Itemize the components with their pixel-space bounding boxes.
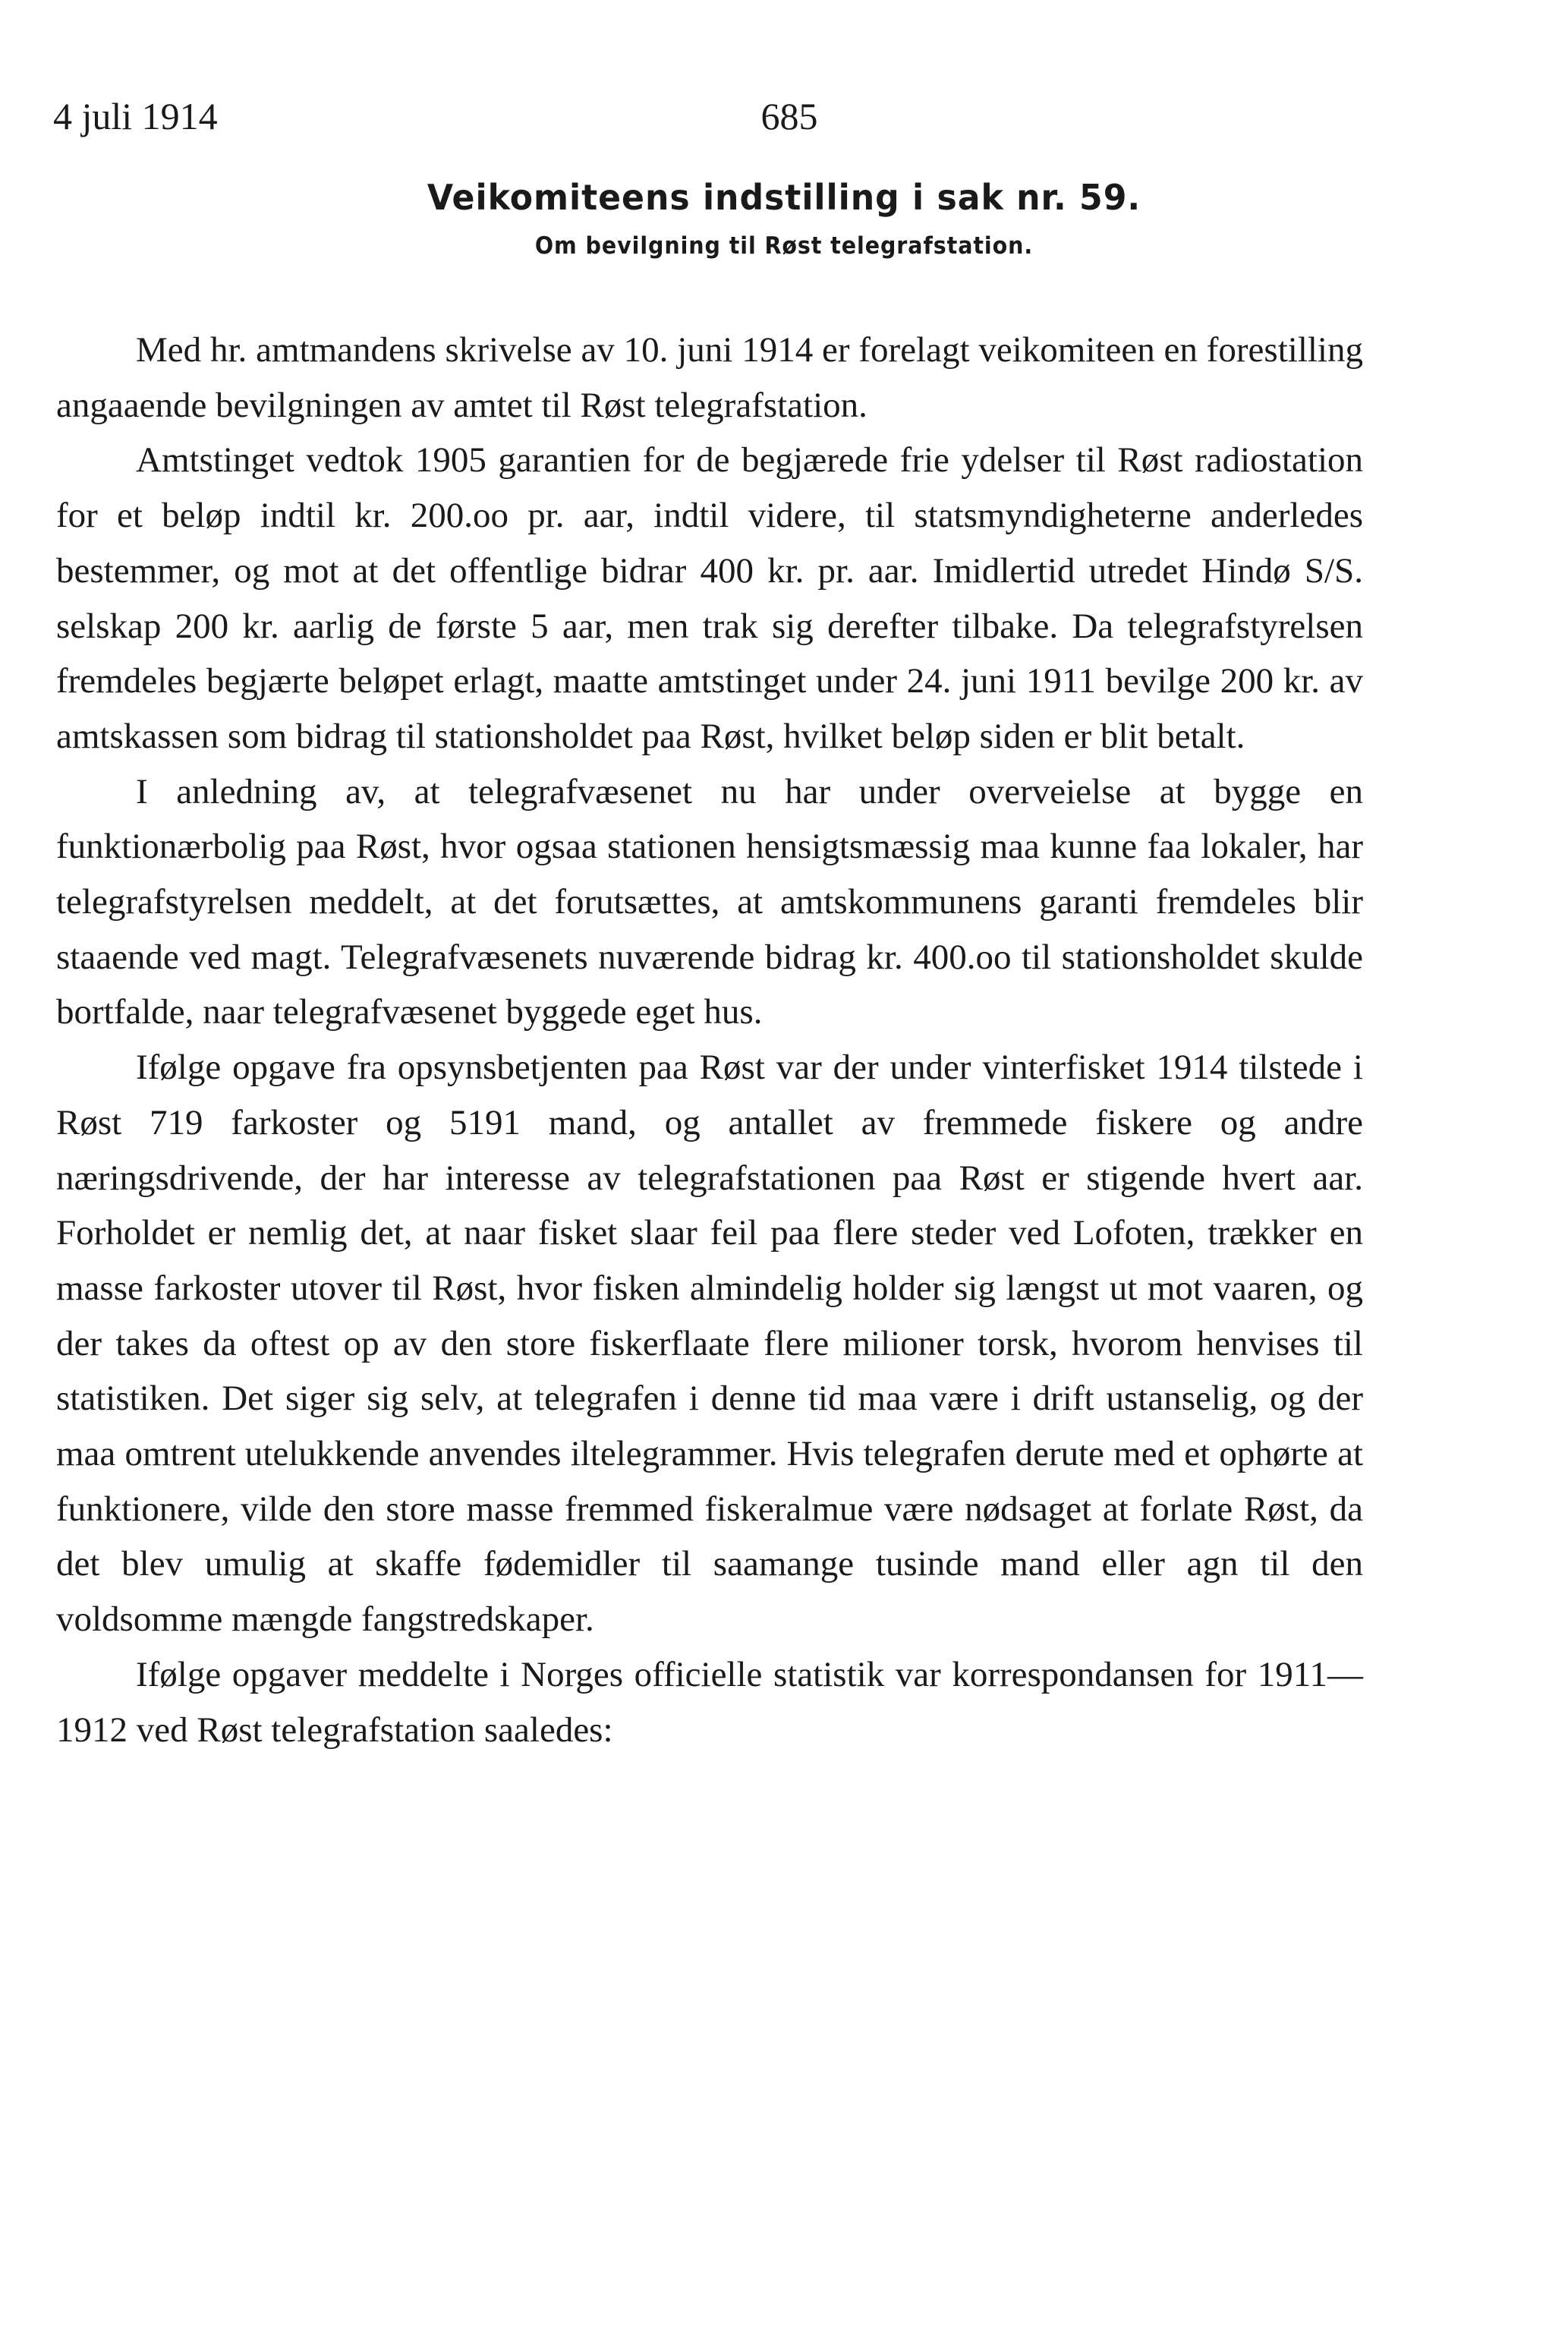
paragraph-5: Ifølge opgaver meddelte i Norges officielle statistik var korrespondansen for 1911—1912 ved Røst telegrafstation saaledes: — [56, 1654, 1363, 1750]
paragraph-2: Amtstinget vedtok 1905 garantien for de begjærede frie ydelser til Røst radiostation for et beløp indtil kr. 200.oo pr. aar, indtil videre, til statsmyndigheterne anderledes bestemmer, og mot at det offentlige bidrar 400 kr. pr. aar. Imidlertid utredet Hindø S/S. selskap 200 kr. aarlig de første 5 aar, men trak sig derefter tilbake. Da telegrafstyrelsen fremdeles begjærte beløpet erlagt, maatte amtstinget under 24. juni 1911 bevilge 200 kr. av amtskassen som bidrag til stationsholdet paa Røst, hvilket beløp siden er blit betalt. — [56, 440, 1363, 756]
document-title: Veikomiteens indstilling i sak nr. 59. — [427, 177, 1141, 218]
page-number: 685 — [760, 95, 818, 137]
paragraph-3: I anledning av, at telegrafvæsenet nu har under overveielse at bygge en funktionærbolig paa Røst, hvor ogsaa stationen hensigtsmæssig maa kunne faa lokaler, har telegrafstyrelsen meddelt, at det forutsættes, at amtskommunens garanti fremdeles blir staaende ved magt. Telegrafvæsenets nuværende bidrag kr. 400.oo til stationsholdet skulde bortfalde, naar telegrafvæsenet byggede eget hus. — [56, 771, 1363, 1032]
paragraph-1: Med hr. amtmandens skrivelse av 10. juni 1914 er forelagt veikomiteen en forestilling angaaende bevilgningen av amtet til Røst telegrafstation. — [56, 330, 1363, 425]
body-text — [56, 323, 1363, 1757]
header-date: 4 juli 1914 — [53, 95, 218, 137]
running-header — [53, 90, 1495, 143]
document-subtitle: Om bevilgning til Røst telegrafstation. — [534, 232, 1034, 260]
paragraph-4: Ifølge opgave fra opsynsbetjenten paa Røst var der under vinterfisket 1914 tilstede i Røst 719 farkoster og 5191 mand, og antallet av fremmede fiskere og andre næringsdrivende, der har interesse av telegrafstationen paa Røst er stigende hvert aar. Forholdet er nemlig det, at naar fisket slaar feil paa flere steder ved Lofoten, trækker en masse farkoster utover til Røst, hvor fisken almindelig holder sig længst ut mot vaaren, og der takes da oftest op av den store fiskerflaate flere milioner torsk, hvorom henvises til statistiken. Det siger sig selv, at telegrafen i denne tid maa være i drift ustanselig, og der maa omtrent utelukkende anvendes iltelegrammer. Hvis telegrafen derute med et ophørte at funktionere, vilde den store masse fremmed fiskeralmue være nødsaget at forlate Røst, da det blev umulig at skaffe fødemidler til saamange tusinde mand eller agn til den voldsomme mængde fangstredskaper. — [56, 1048, 1363, 1640]
